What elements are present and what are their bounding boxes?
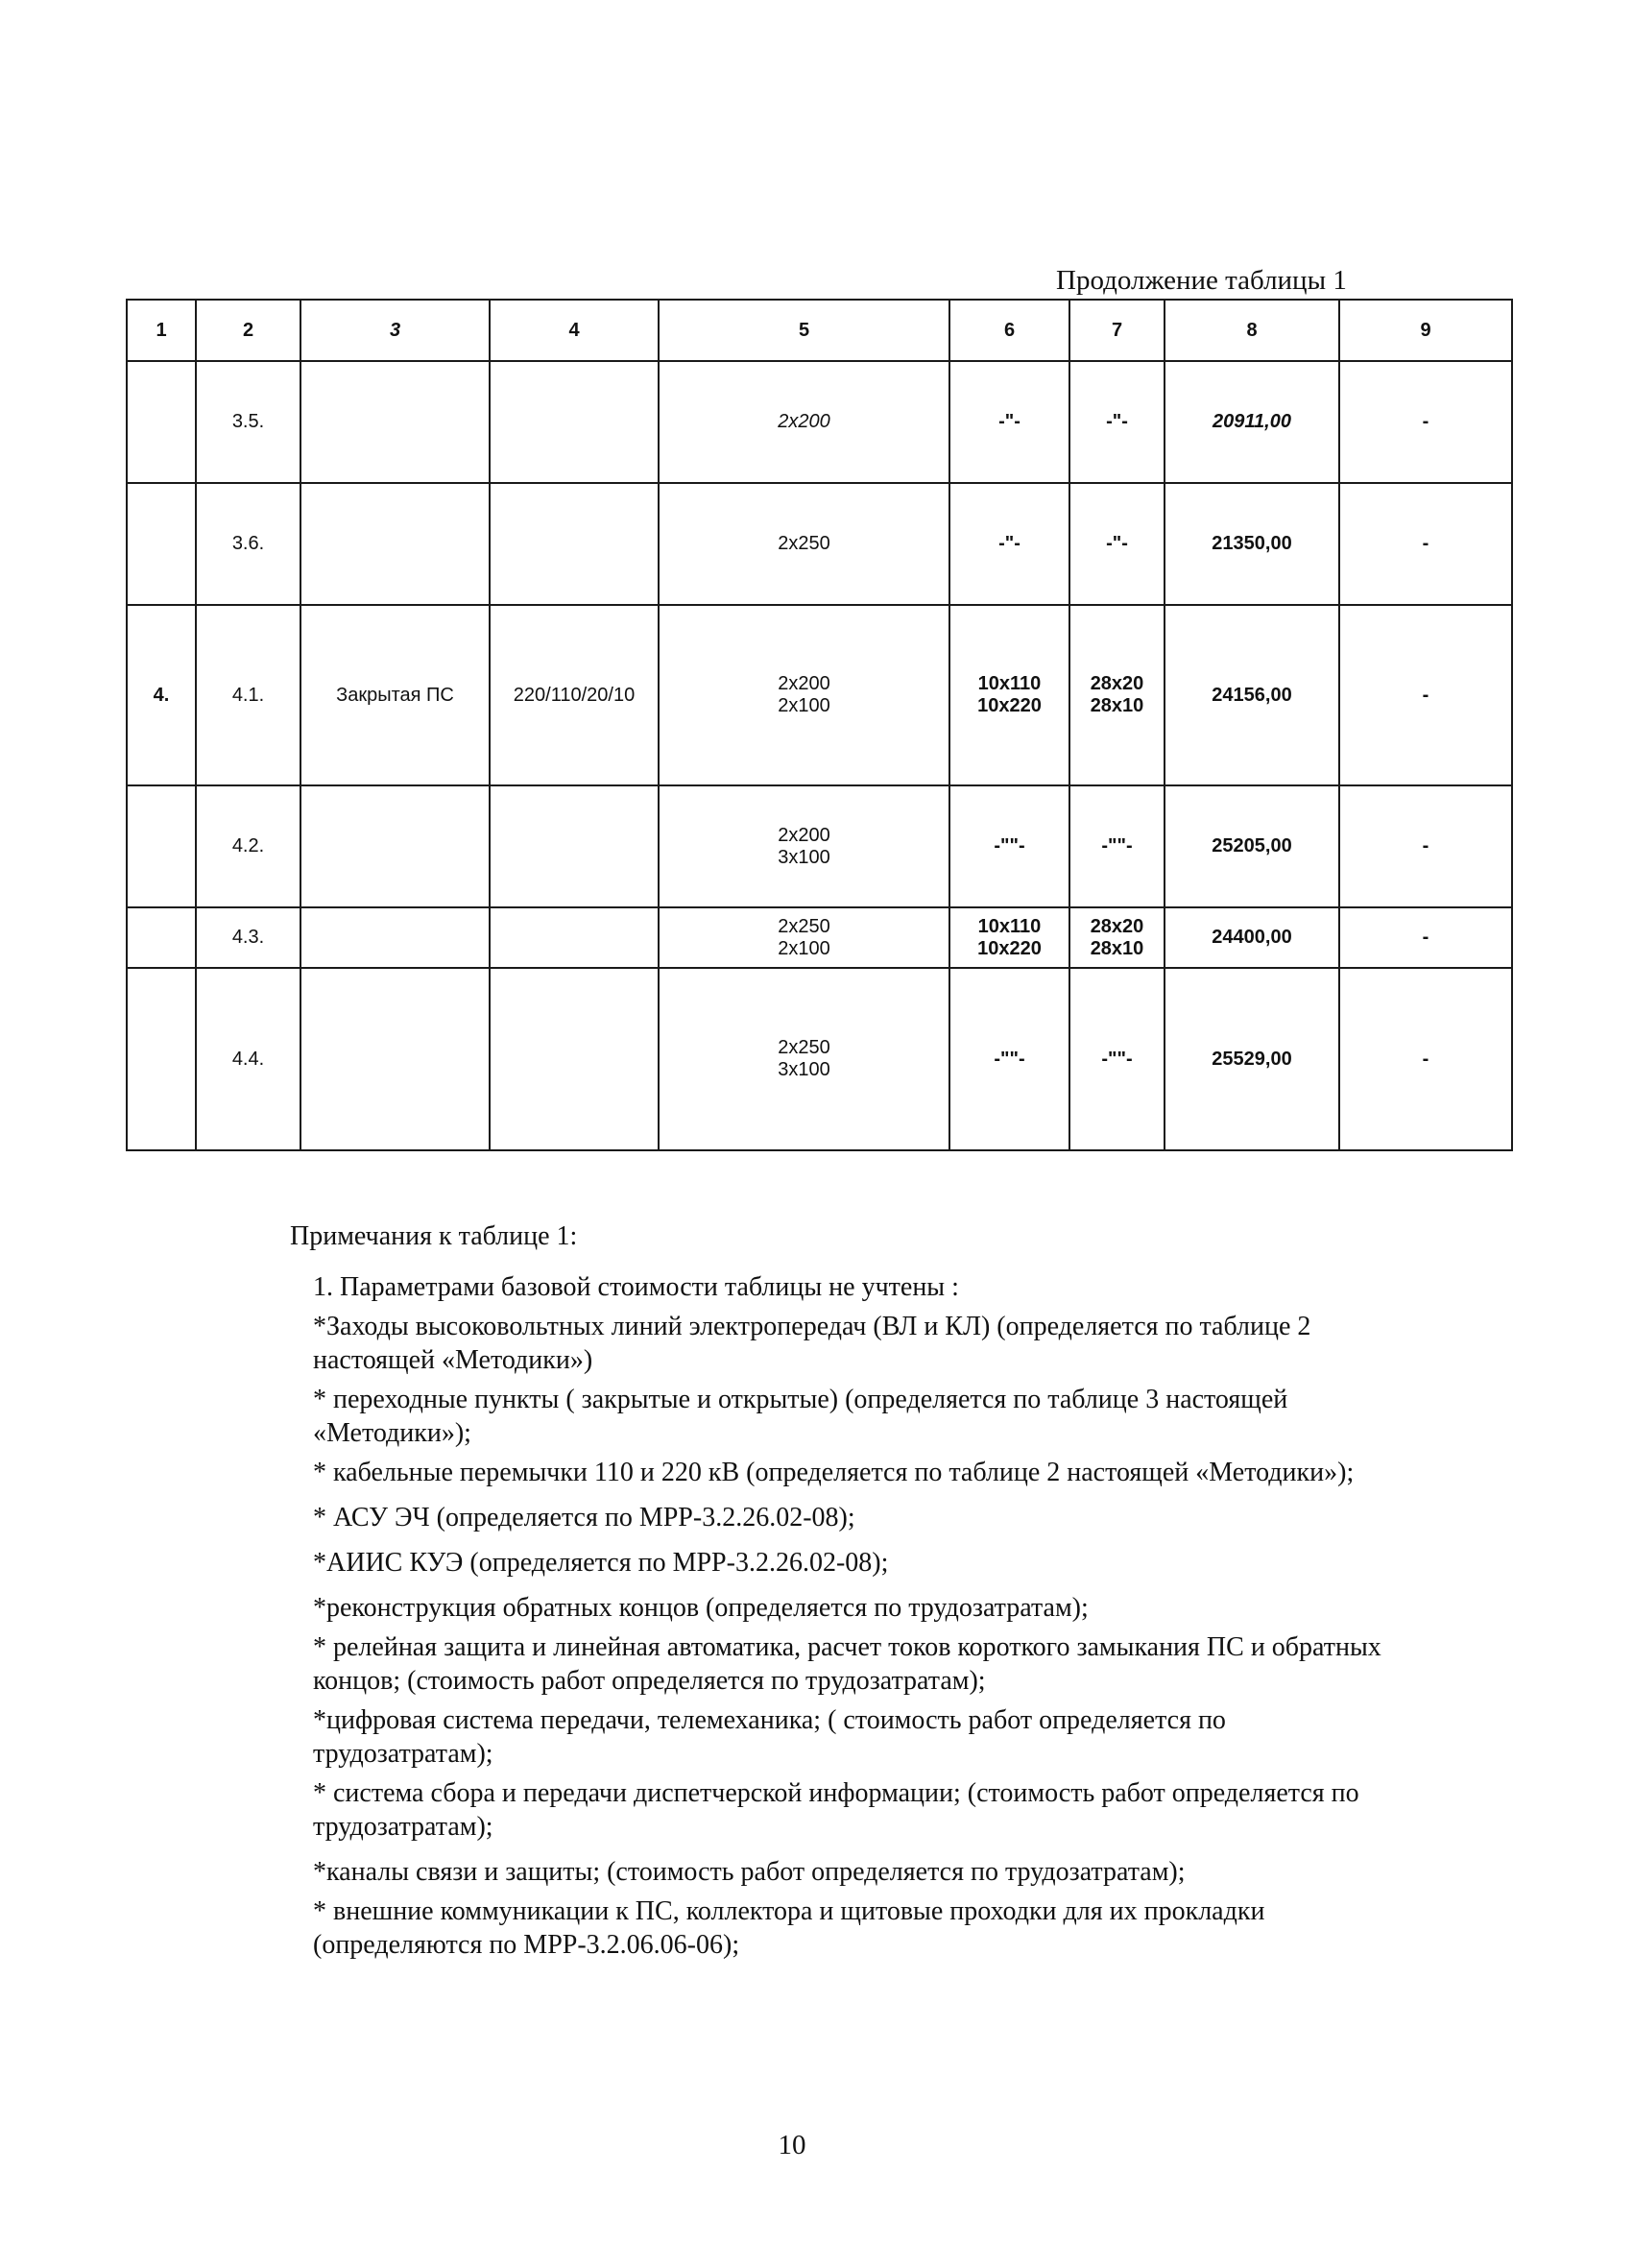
table-cell-c5 [659, 785, 949, 907]
col-header: 9 [1339, 300, 1512, 361]
cell-line: 10x110 [977, 915, 1042, 937]
col-header: 7 [1069, 300, 1165, 361]
table-cell-c8 [1165, 605, 1339, 785]
table-cell-c8 [1165, 483, 1339, 605]
table-cell-c4 [490, 968, 659, 1150]
cell-text: -""- [994, 835, 1025, 857]
cell-text: 4. [153, 684, 170, 706]
cell-line: 2x250 [778, 915, 830, 937]
cell-text: -"- [998, 533, 1021, 554]
table-row [127, 361, 1512, 483]
cell-text: Закрытая ПС [336, 684, 454, 706]
note-item: * система сбора и передачи диспетчерской информации; (стоимость работ определяется по трудозатратам); [313, 1778, 1359, 1842]
note-item: * кабельные перемычки 110 и 220 кВ (определяется по таблице 2 настоящей «Методики»); [313, 1458, 1355, 1487]
cell-text: 4.1. [231, 684, 265, 706]
table-cell-c9 [1339, 483, 1512, 605]
col-header: 2 [196, 300, 300, 361]
table-cell-c2 [196, 483, 300, 605]
cell-line: 2x200 [778, 673, 830, 694]
cell-line: 2x200 [778, 824, 830, 846]
note-item: * релейная защита и линейная автоматика, расчет токов короткого замыкания ПС и обратных концов; (стоимость работ определяется по трудозатратам); [313, 1632, 1381, 1696]
table-cell-c8 [1165, 361, 1339, 483]
table-cell-c9 [1339, 361, 1512, 483]
table-cell-c6 [949, 483, 1069, 605]
table-cell-c6 [949, 605, 1069, 785]
table-row [127, 483, 1512, 605]
cell-text: - [1422, 1048, 1429, 1070]
table-caption: Продолжение таблицы 1 [1056, 265, 1347, 296]
table-cell-c1 [127, 483, 196, 605]
cell-line: 2x100 [778, 695, 830, 716]
table-header-row [127, 300, 1512, 361]
table-cell-c5 [659, 483, 949, 605]
table-cell-c1 [127, 968, 196, 1150]
note-item: * внешние коммуникации к ПС, коллектора и щитовые проходки для их прокладки (определяются по МРР-3.2.06.06-06); [313, 1896, 1265, 1960]
cell-line: 28x10 [1090, 695, 1144, 716]
note-intro: 1. Параметрами базовой стоимости таблицы не учтены : [313, 1272, 959, 1302]
note-item: *каналы связи и защиты; (стоимость работ определяется по трудозатратам); [313, 1857, 1186, 1887]
col-header: 3 [300, 300, 490, 361]
table-row [127, 785, 1512, 907]
cell-text: 3.5. [231, 411, 265, 432]
table-cell-c2 [196, 907, 300, 968]
note-item: * переходные пункты ( закрытые и открытые) (определяется по таблице 3 настоящей «Методики»); [313, 1385, 1288, 1448]
cell-text: 2x200 [778, 411, 830, 432]
table-cell-c3 [300, 361, 490, 483]
table-cell-c1 [127, 785, 196, 907]
note-item: *цифровая система передачи, телемеханика; ( стоимость работ определяется по трудозатратам); [313, 1705, 1226, 1769]
cell-text: - [1422, 411, 1429, 432]
table-cell-c7 [1069, 907, 1165, 968]
cell-text: - [1422, 533, 1429, 554]
table-cell-c6 [949, 907, 1069, 968]
cell-text: 4.4. [231, 1048, 265, 1070]
cell-line: 28x20 [1090, 673, 1144, 694]
table-cell-c9 [1339, 968, 1512, 1150]
table-cell-c1 [127, 361, 196, 483]
table-cell-c5 [659, 605, 949, 785]
cell-text: 20911,00 [1213, 411, 1291, 432]
cell-text: - [1422, 835, 1429, 857]
cell-line: 3x100 [778, 1059, 830, 1080]
table-cell-c6 [949, 968, 1069, 1150]
table-cell-c3 [300, 785, 490, 907]
table-cell-c9 [1339, 907, 1512, 968]
table-cell-c2 [196, 785, 300, 907]
table-cell-c2 [196, 968, 300, 1150]
table-cell-c9 [1339, 785, 1512, 907]
table-notes [290, 1219, 1398, 1967]
table-cell-c6 [949, 361, 1069, 483]
notes-title: Примечания к таблице 1: [290, 1221, 578, 1251]
cell-line: 2x250 [778, 1037, 830, 1058]
col-header: 4 [490, 300, 659, 361]
cell-line: 28x20 [1090, 915, 1144, 937]
table-cell-c7 [1069, 361, 1165, 483]
table-cell-c8 [1165, 907, 1339, 968]
note-item: * АСУ ЭЧ (определяется по МРР-3.2.26.02-08); [313, 1503, 855, 1532]
table-cell-c5 [659, 968, 949, 1150]
table-cell-c2 [196, 361, 300, 483]
col-header: 6 [949, 300, 1069, 361]
table-cell-c4 [490, 483, 659, 605]
table-row [127, 605, 1512, 785]
table-cell-c4 [490, 361, 659, 483]
cell-line: 10x220 [977, 695, 1042, 716]
table-cell-c7 [1069, 483, 1165, 605]
table-cell-c7 [1069, 605, 1165, 785]
cell-text: 3.6. [231, 533, 265, 554]
cell-line: 10x110 [977, 673, 1042, 694]
cell-text: 2x250 [778, 533, 830, 554]
col-header: 8 [1165, 300, 1339, 361]
cell-text: - [1422, 684, 1429, 706]
table-cell-c3 [300, 605, 490, 785]
cell-text: -""- [1101, 1048, 1133, 1070]
table-cell-c4 [490, 785, 659, 907]
table-cell-c1 [127, 907, 196, 968]
cell-text: -""- [994, 1048, 1025, 1070]
cell-text: 4.3. [231, 927, 265, 948]
table-row [127, 968, 1512, 1150]
cell-text: -"- [1106, 533, 1128, 554]
table-cell-c8 [1165, 785, 1339, 907]
col-header: 1 [127, 300, 196, 361]
cost-table [126, 299, 1513, 1151]
table-cell-c7 [1069, 785, 1165, 907]
cell-text: 220/110/20/10 [513, 684, 636, 706]
cell-text: 24400,00 [1212, 927, 1292, 948]
page-number: 10 [778, 2130, 806, 2160]
cell-text: 25529,00 [1212, 1048, 1292, 1070]
table-cell-c8 [1165, 968, 1339, 1150]
table-cell-c4 [490, 605, 659, 785]
table-cell-c5 [659, 361, 949, 483]
cell-text: -"- [1106, 411, 1128, 432]
table-row [127, 907, 1512, 968]
cell-text: -"- [998, 411, 1021, 432]
note-item: *Заходы высоковольтных линий электропередач (ВЛ и КЛ) (определяется по таблице 2 настоящей «Методики») [313, 1312, 1311, 1375]
cell-text: 21350,00 [1212, 533, 1292, 554]
note-item: *АИИС КУЭ (определяется по МРР-3.2.26.02-08); [313, 1548, 889, 1578]
cell-line: 10x220 [977, 937, 1042, 959]
cell-line: 28x10 [1090, 937, 1144, 959]
note-item: *реконструкция обратных концов (определяется по трудозатратам); [313, 1593, 1089, 1623]
table-cell-c4 [490, 907, 659, 968]
cell-text: -""- [1101, 835, 1133, 857]
notes-list [313, 1270, 1398, 1962]
cell-line: 3x100 [778, 846, 830, 868]
table-cell-c7 [1069, 968, 1165, 1150]
cell-text: 4.2. [231, 835, 265, 857]
table-cell-c3 [300, 907, 490, 968]
table-cell-c5 [659, 907, 949, 968]
table-cell-c3 [300, 483, 490, 605]
cell-line: 2x100 [778, 937, 830, 959]
cell-text: 25205,00 [1212, 835, 1292, 857]
col-header: 5 [659, 300, 949, 361]
table-cell-c6 [949, 785, 1069, 907]
table-cell-c3 [300, 968, 490, 1150]
table-cell-c9 [1339, 605, 1512, 785]
cell-text: 24156,00 [1212, 684, 1292, 706]
table-cell-c1 [127, 605, 196, 785]
cell-text: - [1422, 927, 1429, 948]
table-cell-c2 [196, 605, 300, 785]
